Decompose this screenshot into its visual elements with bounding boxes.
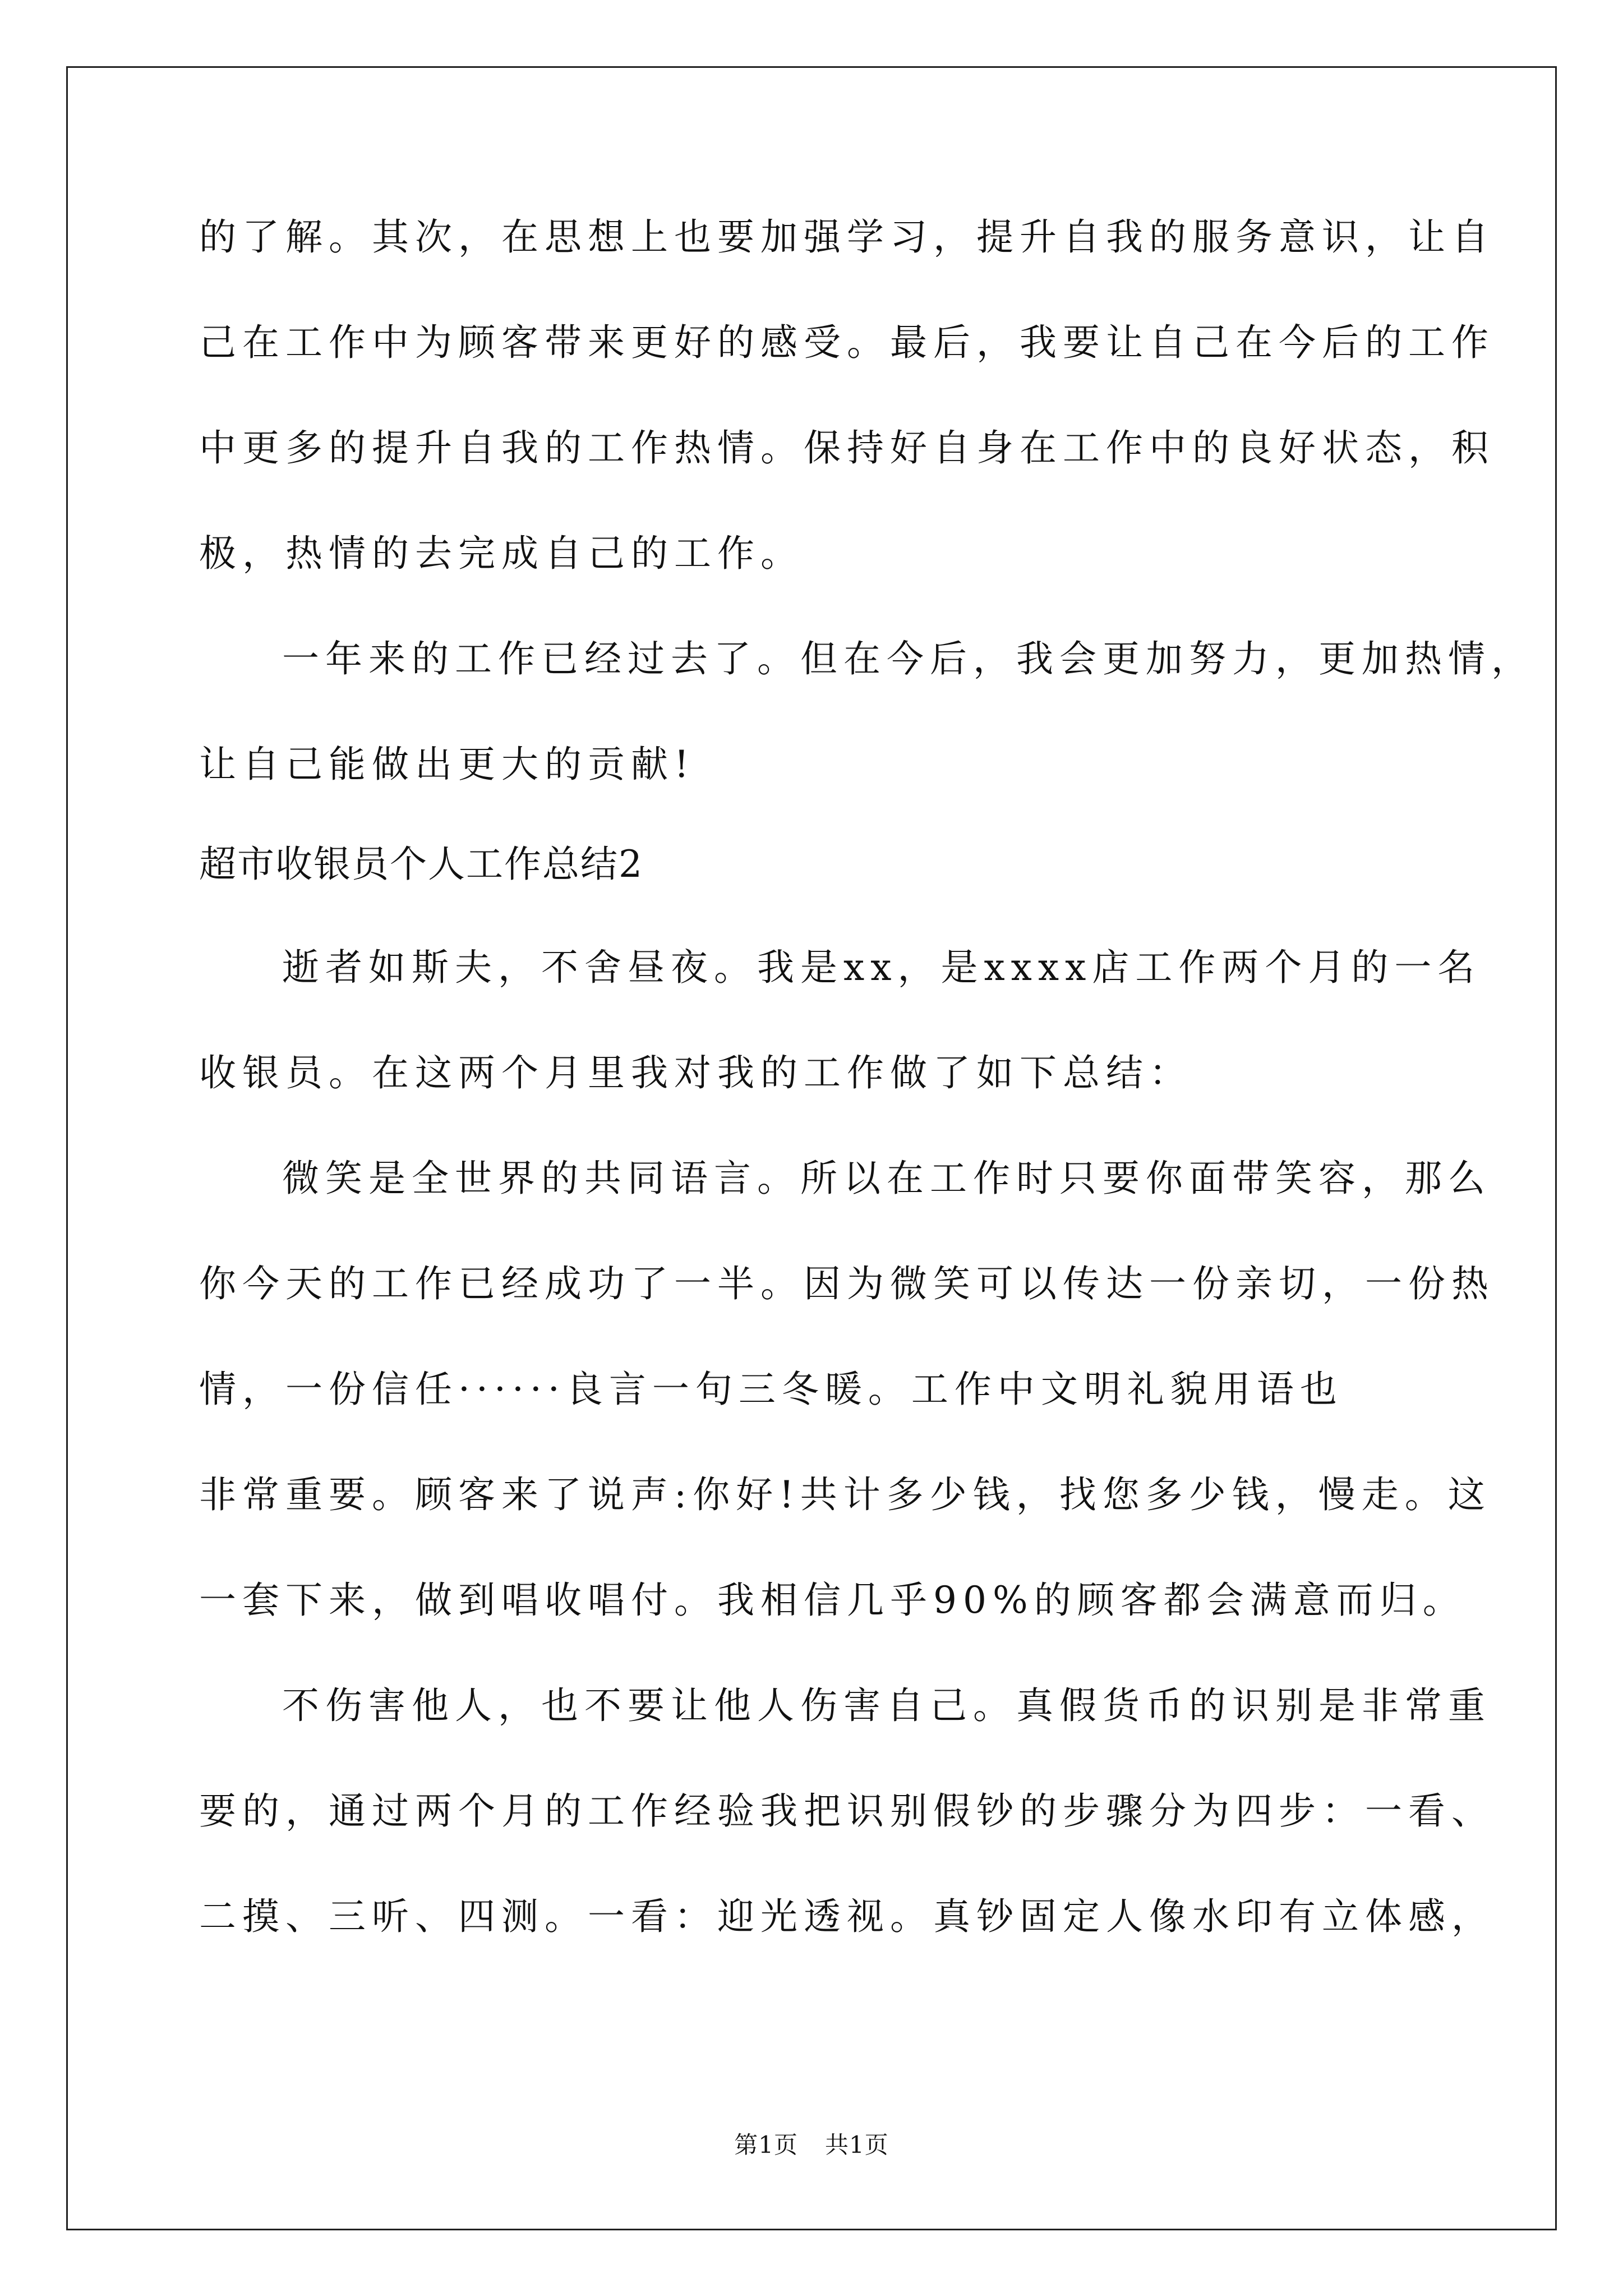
text-line: 收银员。在这两个月里我对我的工作做了如下总结： xyxy=(199,1051,1192,1094)
text-line: 一套下来，做到唱收唱付。我相信几乎90%的顾客都会满意而归。 xyxy=(199,1579,1466,1622)
text-line: 非常重要。顾客来了说声:你好!共计多少钱，找您多少钱，慢走。这 xyxy=(199,1473,1491,1516)
text-line: 的了解。其次，在思想上也要加强学习，提升自我的服务意识，让自 xyxy=(199,215,1495,259)
page-footer xyxy=(0,2129,1623,2161)
text-line: 中更多的提升自我的工作热情。保持好自身在工作中的良好状态，积 xyxy=(199,426,1495,470)
text-line: 逝者如斯夫，不舍昼夜。我是xx，是xxxx店工作两个月的一名 xyxy=(282,946,1481,989)
page-number: 第1页 xyxy=(734,2131,798,2159)
text-line: 二摸、三听、四测。一看：迎光透视。真钞固定人像水印有立体感， xyxy=(199,1895,1495,1938)
text-line: 不伤害他人，也不要让他人伤害自己。真假货币的识别是非常重 xyxy=(282,1684,1491,1727)
text-line: 微笑是全世界的共同语言。所以在工作时只要你面带笑容，那么 xyxy=(282,1157,1491,1200)
text-line: 情，一份信任······良言一句三冬暖。工作中文明礼貌用语也 xyxy=(199,1368,1343,1411)
text-line: 你今天的工作已经成功了一半。因为微笑可以传达一份亲切，一份热 xyxy=(199,1262,1495,1305)
text-line: 极，热情的去完成自己的工作。 xyxy=(199,532,804,575)
section-heading: 超市收银员个人工作总结2 xyxy=(199,843,643,886)
page-total: 共1页 xyxy=(825,2131,889,2159)
text-line: 一年来的工作已经过去了。但在今后，我会更加努力，更加热情， xyxy=(282,637,1534,680)
text-line: 让自己能做出更大的贡献! xyxy=(199,743,695,786)
text-line: 己在工作中为顾客带来更好的感受。最后，我要让自己在今后的工作 xyxy=(199,321,1495,364)
text-line: 要的，通过两个月的工作经验我把识别假钞的步骤分为四步：一看、 xyxy=(199,1789,1495,1833)
